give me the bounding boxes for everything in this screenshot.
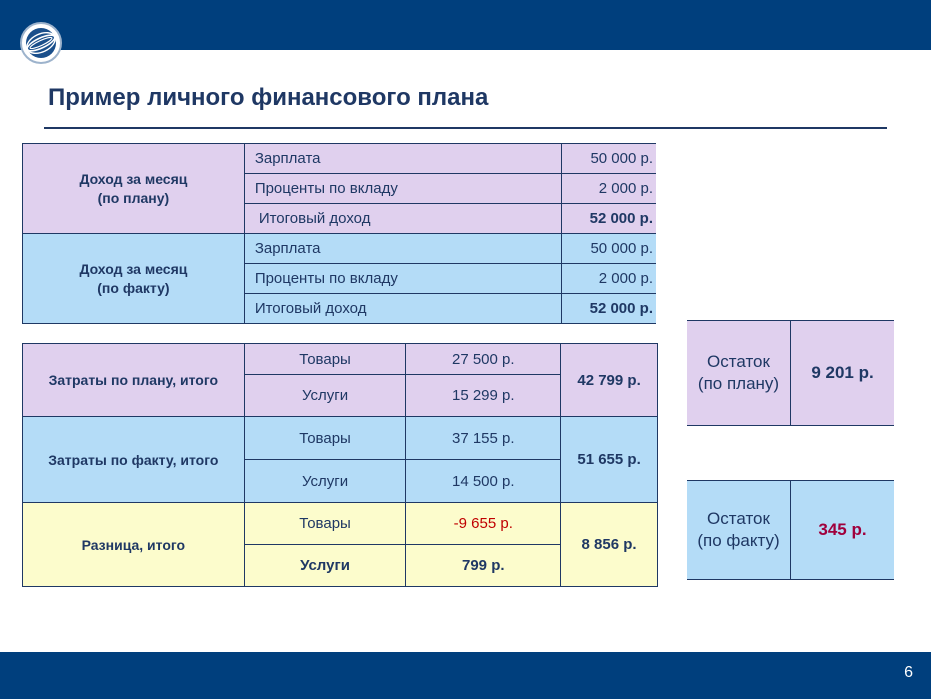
bottom-bar [0, 652, 931, 699]
expense-fact-total: 51 655 р. [561, 417, 658, 503]
balance-plan-box [687, 320, 894, 426]
diff-services-label: Услуги [244, 545, 406, 587]
income-plan-row-name: Проценты по вкладу [244, 174, 561, 204]
expense-plan-total: 42 799 р. [561, 344, 658, 417]
page-number: 6 [904, 664, 913, 681]
expense-fact-goods-value: 37 155 р. [406, 417, 561, 460]
income-plan-row-value: 2 000 р. [561, 174, 656, 204]
income-plan-row-name: Зарплата [244, 144, 561, 174]
expense-plan-label: Затраты по плану, итого [23, 344, 245, 417]
income-fact-total-name: Итоговый доход [244, 294, 561, 324]
expense-plan-services-value: 15 299 р. [406, 375, 561, 417]
page-title: Пример личного финансового плана [48, 84, 489, 111]
income-fact-row-name: Зарплата [244, 234, 561, 264]
income-plan-row-value: 50 000 р. [561, 144, 656, 174]
income-fact-label: Доход за месяц (по факту) [23, 234, 245, 324]
income-plan-total-name: Итоговый доход [244, 204, 561, 234]
balance-plan-value: 9 201 р. [811, 363, 874, 382]
expense-plan-goods-value: 27 500 р. [406, 344, 561, 375]
diff-goods-label: Товары [244, 503, 406, 545]
income-fact-row-value: 50 000 р. [561, 234, 656, 264]
diff-total: 8 856 р. [561, 503, 658, 587]
expense-table [22, 343, 658, 587]
balance-plan-label: Остаток (по плану) [687, 321, 791, 425]
balance-fact-label: Остаток (по факту) [687, 481, 791, 579]
income-plan-total-value: 52 000 р. [561, 204, 656, 234]
company-logo-icon [20, 22, 62, 64]
diff-services-value: 799 р. [406, 545, 561, 587]
expense-plan-goods-label: Товары [244, 344, 406, 375]
balance-fact-value: 345 р. [818, 520, 867, 539]
top-bar [0, 0, 931, 50]
diff-label: Разница, итого [23, 503, 245, 587]
diff-goods-value: -9 655 р. [406, 503, 561, 545]
expense-fact-goods-label: Товары [244, 417, 406, 460]
income-fact-total-value: 52 000 р. [561, 294, 656, 324]
income-fact-row-name: Проценты по вкладу [244, 264, 561, 294]
title-divider [44, 127, 887, 129]
income-fact-row-value: 2 000 р. [561, 264, 656, 294]
expense-fact-services-value: 14 500 р. [406, 460, 561, 503]
expense-fact-services-label: Услуги [244, 460, 406, 503]
balance-fact-box [687, 480, 894, 580]
expense-plan-services-label: Услуги [244, 375, 406, 417]
income-plan-label: Доход за месяц (по плану) [23, 144, 245, 234]
income-table [22, 143, 656, 324]
expense-fact-label: Затраты по факту, итого [23, 417, 245, 503]
